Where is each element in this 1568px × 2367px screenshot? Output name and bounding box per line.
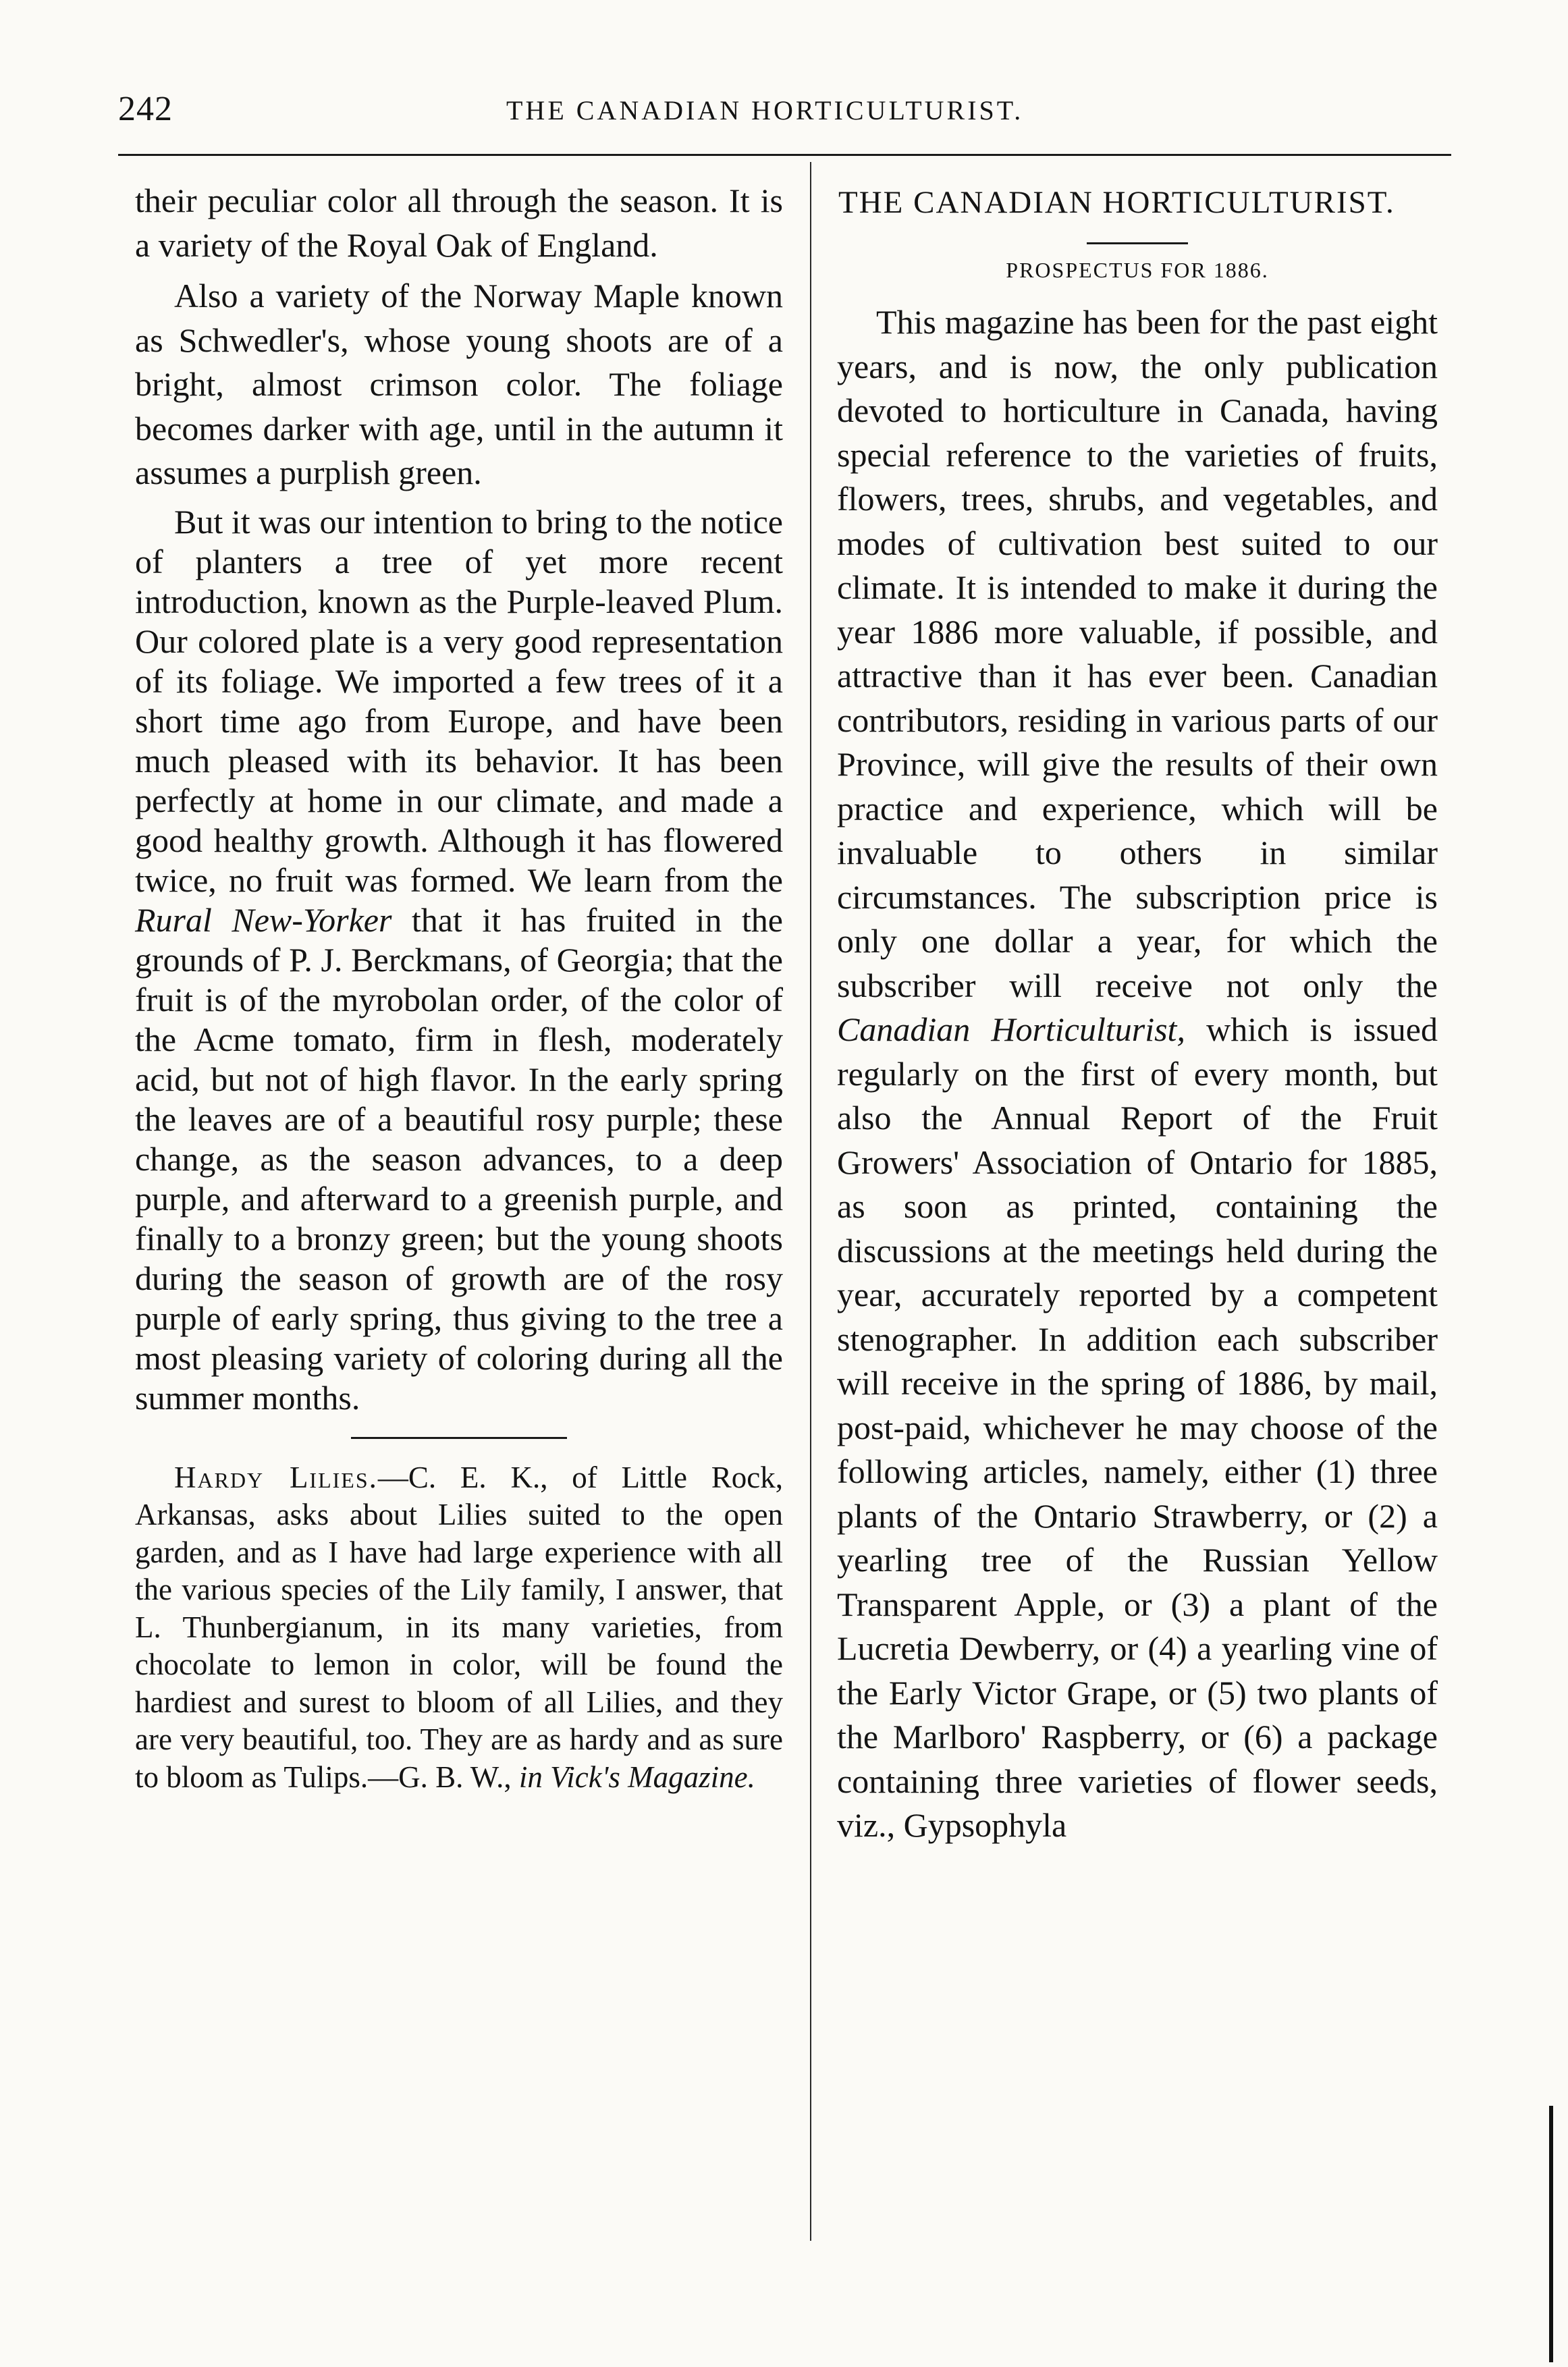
page-header xyxy=(118,86,1451,135)
running-title: THE CANADIAN HORTICULTURIST. xyxy=(506,95,1024,126)
plum-text-b: that it has fruited in the grounds of P. J. Berckmans, of Georgia; that the fruit is of the myrobolan order, of the color of the Acme tomato, firm in flesh, moderately acid, but not of high flavor. In the early spring the leaves are of a beautiful rosy purple; these change, as the season advances, to a deep purple, and afterward to a greenish purple, and finally to a bronzy green; but the young shoots during the season of growth are of the rosy purple of early spring, thus giving to the tree a most pleasing variety of coloring during all the summer months. xyxy=(135,900,783,1417)
paragraph-purple-plum xyxy=(135,502,783,1418)
page-number: 242 xyxy=(118,90,173,128)
hardy-lilies-text: —C. E. K., of Little Rock, Arkansas, asks about Lilies suited to the open garden, and as I have had large experience with all the various species of the Lily family, I answer, that L. Thunbergianum, in its many varieties, from chocolate to lemon in color, will be found the hardiest and surest to bloom of all Lilies, and they are very beautiful, too. They are as hardy and as sure to bloom as Tulips.—G. B. W., xyxy=(135,1460,783,1794)
plum-text-a: But it was our intention to bring to the notice of planters a tree of yet more recent introduction, known as the Purple-leaved Plum. Our colored plate is a very good representation of its foliage. We imported a few trees of it a short time ago from Europe, and have been much pleased with its behavior. It has been perfectly at home in our climate, and made a good healthy growth. Although it has flowered twice, no fruit was formed. We learn from the xyxy=(135,502,783,899)
left-column xyxy=(135,179,783,1796)
header-rule xyxy=(118,154,1451,156)
vicks-magazine-citation: in Vick's Magazine. xyxy=(518,1760,755,1794)
prospectus-body xyxy=(837,300,1438,1848)
section-rule xyxy=(351,1437,567,1439)
rural-new-yorker-citation: Rural New-Yorker xyxy=(135,900,392,939)
paragraph-norway-maple: Also a variety of the Norway Maple known as Schwedler's, whose young shoots are of a bright, almost crimson color. The foliage becomes darker with age, until in the autumn it assumes a purplish green. xyxy=(135,277,783,491)
title-rule xyxy=(1087,242,1188,244)
prospectus-text-a: This magazine has been for the past eight years, and is now, the only publication devoted to horticulture in Canada, having special reference to the varieties of fruits, flowers, trees, shrubs, and vegetables, and modes of cultivation best suited to our climate. It is intended to make it during the year 1886 more valuable, if possible, and attractive than it has ever been. Canadian contributors, residing in various parts of our Province, will give the results of their own practice and experience, which will be invaluable to others in similar circumstances. The subscription price is only one dollar a year, for which the subscriber will receive not only the xyxy=(837,303,1438,1004)
paragraph-royal-oak: their peculiar color all through the season. It is a variety of the Royal Oak of England. xyxy=(135,182,783,264)
canadian-horticulturist-citation: Canadian Horticulturist, xyxy=(837,1010,1185,1048)
hardy-lilies-heading: Hardy Lilies. xyxy=(174,1460,378,1494)
scan-edge-mark xyxy=(1549,2106,1553,2362)
prospectus-title: THE CANADIAN HORTICULTURIST. xyxy=(838,185,1395,220)
prospectus-subtitle: PROSPECTUS FOR 1886. xyxy=(1006,258,1269,282)
prospectus-text-b: which is issued regularly on the first of every month, but also the Annual Report of the Fruit Growers' Association of Ontario for 1885, as soon as printed, containing the discussions at the meetings held during the year, accurately reported by a competent stenographer. In addition each subscriber will receive in the spring of 1886, by mail, post-paid, whichever he may choose of the following articles, namely, either (1) three plants of the Ontario Strawberry, or (2) a yearling tree of the Russian Yellow Transparent Apple, or (3) a plant of the Lucretia Dewberry, or (4) a yearling vine of the Early Victor Grape, or (5) two plants of the Marlboro' Raspberry, or (6) a package containing three varieties of flower seeds, viz., Gypsophyla xyxy=(837,1010,1438,1844)
hardy-lilies-note xyxy=(135,1459,783,1797)
column-divider xyxy=(810,162,811,2241)
right-column xyxy=(837,179,1438,1855)
